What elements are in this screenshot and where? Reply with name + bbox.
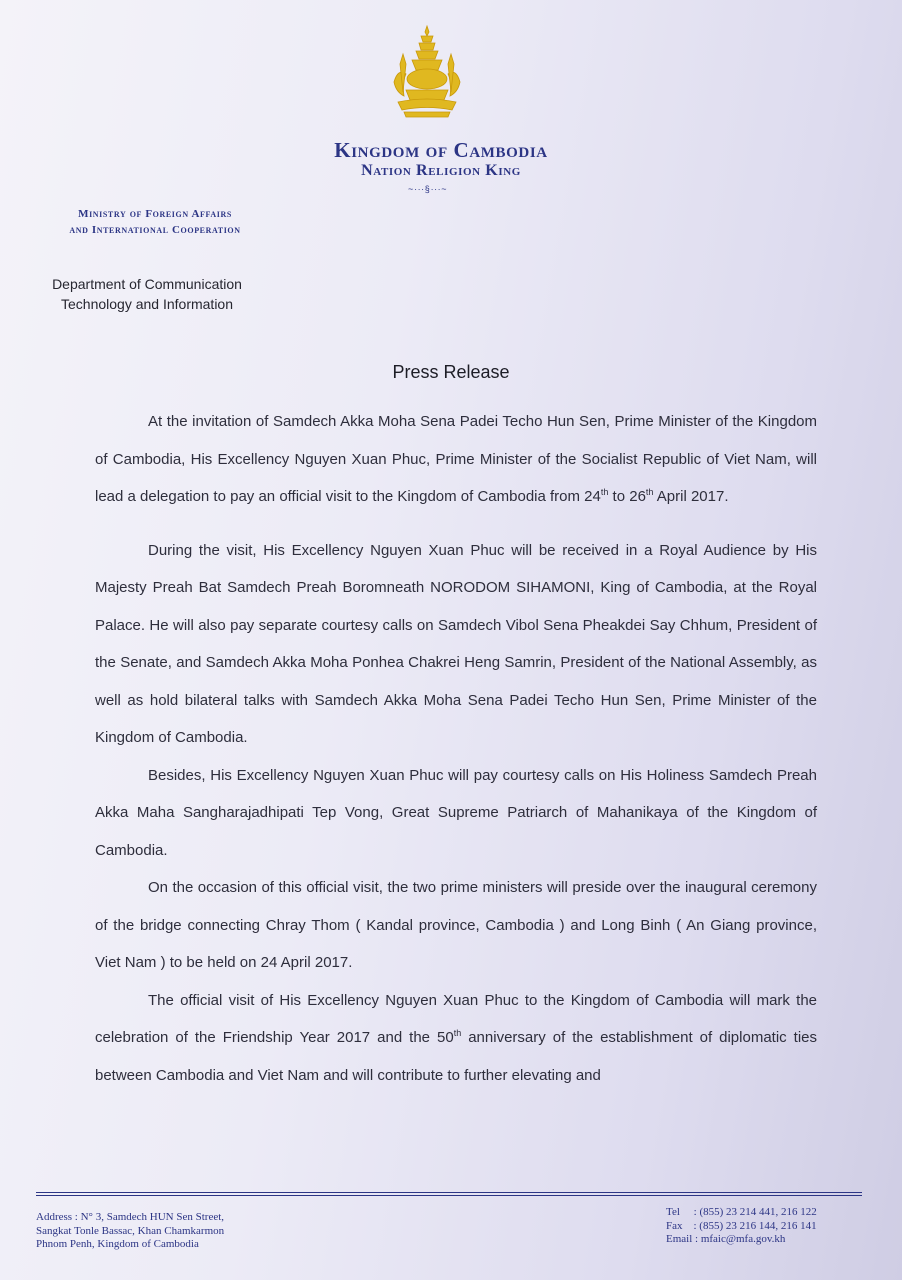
paragraph-5 [95,982,817,1095]
footer-divider [36,1192,862,1193]
footer-contact [666,1206,866,1247]
address-line2: Sangkat Tonle Bassac, Khan Chamkarmon [36,1224,225,1237]
contact-email: Email : mfaic@mfa.gov.kh [666,1233,786,1245]
kingdom-heading: Kingdom of Cambodia [334,138,548,162]
motto-heading: Nation Religion King [361,162,521,179]
ministry-name-line2: and International Cooperation [69,224,241,236]
paragraph-1-text2: to 26 [608,488,646,505]
paragraph-5-text2: anniversary of the establishment of diplomatic ties between Cambodia and Viet Nam and will contribute to further elevating and [95,1029,817,1084]
address-line3: Phnom Penh, Kingdom of Cambodia [36,1238,199,1250]
ministry-name-line1: Ministry of Foreign Affairs [78,208,232,220]
paragraph-1-text3: April 2017. [653,488,729,505]
paragraph-1-sup1: th [600,487,609,497]
paragraph-1-sup2: th [645,487,654,497]
department-name-line2: Technology and Information [61,296,233,312]
paragraph-2: During the visit, His Excellency Nguyen Xuan Phuc will be received in a Royal Audience by His Majesty Preah Bat Samdech Preah Boromneath NORODOM SIHAMONI, King of Cambodia, at the Royal Palace. He will also pay separate courtesy calls on Samdech Vibol Sena Pheakdei Say Chhum, President of the Senate, and Samdech Akka Moha Ponhea Chakrei Heng Samrin, President of the National Assembly, as well as hold bilateral talks with Samdech Akka Moha Sena Padei Techo Hun Sen, Prime Minister of the Kingdom of Cambodia. [95,541,817,746]
footer-divider-secondary [36,1195,862,1196]
paragraph-3: Besides, His Excellency Nguyen Xuan Phuc will pay courtesy calls on His Holiness Samdech Preah Akka Maha Sangharajadhipati Tep Vong, Great Supreme Patriarch of Mahanikaya of the Kingdom of Cambodia. [95,766,817,859]
contact-fax: Fax : (855) 23 216 144, 216 141 [666,1219,817,1232]
footer-address [36,1211,336,1252]
royal-emblem-icon [386,24,468,120]
paragraph-5-text: The official visit of His Excellency Nguyen Xuan Phuc to the Kingdom of Cambodia will mark the celebration of the Friendship Year 2017 and the 50 [95,991,817,1046]
ornament-divider: ~∙∙∙§∙∙∙~ [408,184,448,194]
page-title: Press Release [392,362,510,382]
paragraph-5-sup: th [453,1028,462,1038]
paragraph-4: On the occasion of this official visit, the two prime ministers will preside over the inaugural ceremony of the bridge connecting Chray Thom ( Kandal province, Cambodia ) and Long Binh ( An Giang province, Viet Nam ) to be held on 24 April 2017. [95,879,817,971]
department-name-line1: Department of Communication [52,276,242,292]
paragraph-1 [95,403,817,516]
address-line1: Address : N° 3, Samdech HUN Sen Street, [36,1211,225,1223]
press-release-body [95,403,817,1094]
contact-tel: Tel : (855) 23 214 441, 216 122 [666,1206,817,1218]
paragraph-1-text: At the invitation of Samdech Akka Moha Sena Padei Techo Hun Sen, Prime Minister of the Kingdom of Cambodia, His Excellency Nguyen Xuan Phuc, Prime Minister of the Socialist Republic of Viet Nam, will lead a delegation to pay an official visit to the Kingdom of Cambodia from 24 [95,413,817,505]
